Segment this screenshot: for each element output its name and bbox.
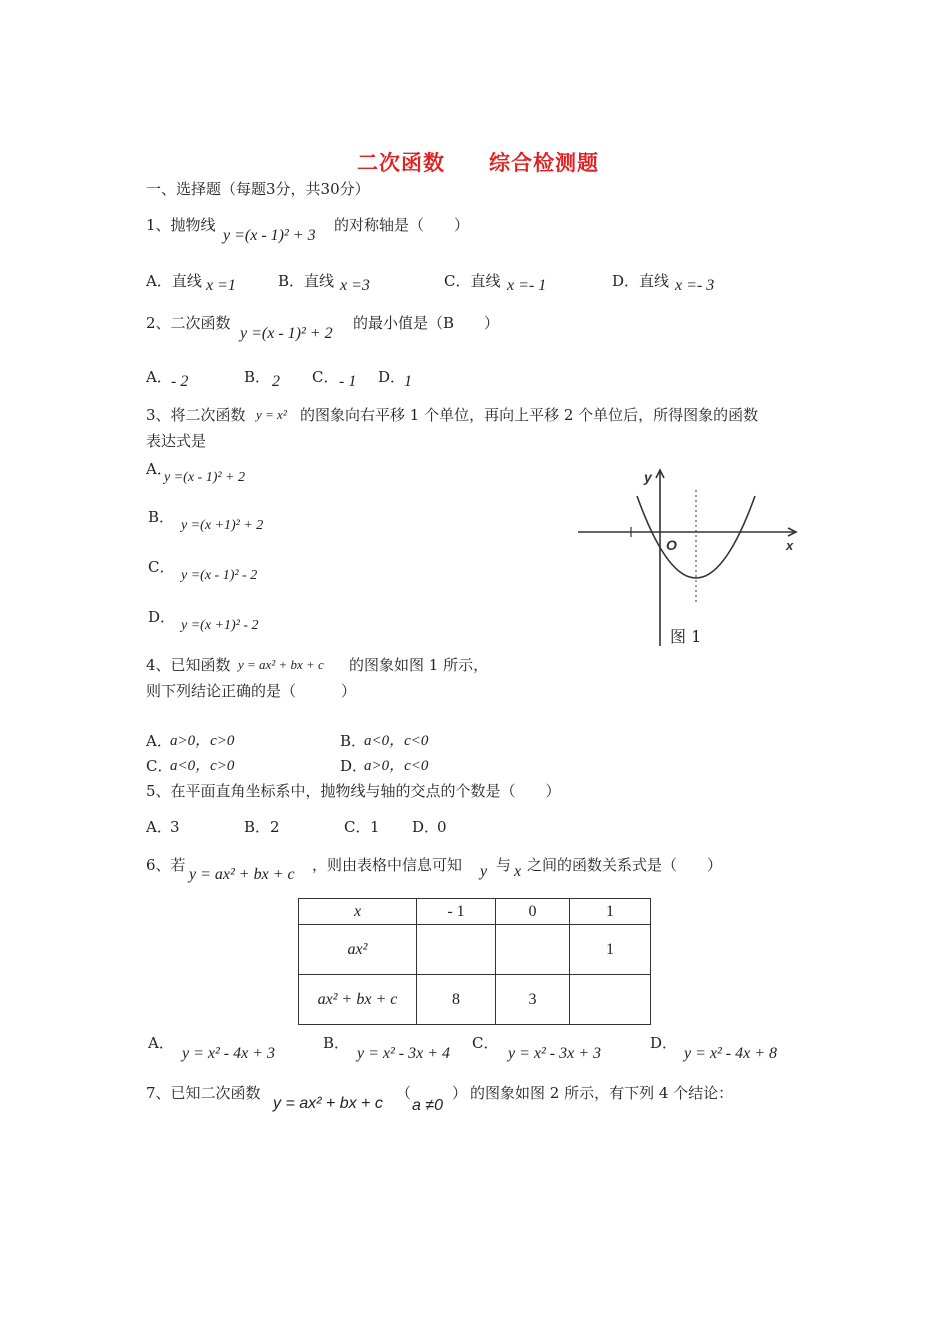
q2-option-d-letter: D．: [378, 368, 406, 386]
q1-stem-pre: 1、抛物线: [146, 216, 216, 234]
q4-stem-line2: 则下列结论正确的是（ ）: [146, 682, 357, 700]
q2-formula: y =(x - 1)² + 2: [240, 325, 333, 342]
q5-option-b-letter: B．: [244, 818, 271, 836]
q7-condition: a ≠0: [412, 1097, 444, 1114]
q4-stem-post: 的图象如图 1 所示，: [349, 656, 489, 674]
q6-option-a-letter: A．: [148, 1034, 174, 1052]
table-cell: [570, 975, 651, 1025]
q2-stem-pre: 2、二次函数: [146, 314, 231, 332]
q2-option-b-value: 2: [272, 373, 280, 390]
q6-table: [298, 898, 651, 1025]
q2-option-c-value: - 1: [339, 373, 357, 390]
q7-formula: y = ax² + bx + c: [273, 1095, 383, 1112]
q6-option-b-value: y = x² - 3x + 4: [357, 1045, 451, 1062]
q5-stem: 5、在平面直角坐标系中，抛物线与轴的交点的个数是（ ）: [146, 782, 561, 800]
q3-option-c-letter: C．: [148, 558, 175, 576]
q5-option-c-letter: C．: [344, 818, 371, 836]
q4-option-a-letter: A．: [146, 732, 172, 750]
q4-option-c-value: a<0，c>0: [170, 758, 235, 774]
table-cell: [496, 925, 570, 975]
table-cell: 0: [496, 899, 570, 925]
q4-formula: y = ax² + bx + c: [238, 657, 324, 672]
q5-option-d-value: 0: [437, 818, 447, 836]
table-cell: ax² + bx + c: [299, 975, 417, 1025]
q6-option-a-value: y = x² - 4x + 3: [182, 1045, 276, 1062]
table-cell: ax²: [299, 925, 417, 975]
table-header-row: [299, 899, 651, 925]
table-cell: [417, 925, 496, 975]
y-axis-label: y: [644, 469, 652, 485]
q2-stem-post: 的最小值是（B ）: [353, 314, 500, 332]
q3-option-d-letter: D．: [148, 608, 176, 626]
q5-option-c-value: 1: [370, 818, 380, 836]
q5-option-d-letter: D．: [412, 818, 440, 836]
q1-option-b-value: x =3: [340, 277, 370, 294]
q6-stem-mid: ，则由表格中信息可知: [312, 856, 463, 874]
section-heading: 一、选择题（每题3分，共30分）: [146, 180, 370, 198]
q7-stem-post: 的图象如图 2 所示，有下列 4 个结论：: [470, 1084, 734, 1102]
q1-option-b-letter: B．直线: [278, 272, 335, 290]
table-cell: 8: [417, 975, 496, 1025]
figure-1-parabola-graph: [574, 460, 804, 648]
origin-label: O: [666, 537, 677, 553]
q3-option-c-value: y =(x - 1)² - 2: [181, 568, 258, 583]
q7-stem-pre: 7、已知二次函数: [146, 1084, 261, 1102]
table-row: [299, 975, 651, 1025]
table-row: [299, 925, 651, 975]
q3-option-d-value: y =(x +1)² - 2: [181, 618, 259, 633]
q6-option-b-letter: B．: [323, 1034, 350, 1052]
q5-option-a-letter: A．: [146, 818, 172, 836]
table-cell: 1: [570, 925, 651, 975]
q7-paren-close: ）: [452, 1084, 468, 1102]
q3-option-b-value: y =(x +1)² + 2: [181, 518, 264, 533]
q7-paren-open: （: [396, 1084, 412, 1102]
q4-option-b-value: a<0，c<0: [364, 733, 429, 749]
q3-stem-pre: 3、将二次函数: [146, 406, 246, 424]
q3-option-b-letter: B．: [148, 508, 175, 526]
q3-stem-line2: 表达式是: [146, 432, 207, 450]
table-cell: 1: [570, 899, 651, 925]
q6-stem-pre: 6、若: [146, 856, 186, 874]
q1-option-a-value: x =1: [206, 277, 236, 294]
q1-formula: y =(x - 1)² + 3: [223, 227, 316, 244]
figure-1-caption: 图 1: [670, 627, 702, 646]
table-cell: 3: [496, 975, 570, 1025]
q2-option-b-letter: B．: [244, 368, 271, 386]
q2-option-a-value: - 2: [171, 373, 189, 390]
q3-stem-post: 的图象向右平移 1 个单位，再向上平移 2 个单位后，所得图象的函数: [300, 406, 759, 424]
table-cell: - 1: [417, 899, 496, 925]
q6-option-c-value: y = x² - 3x + 3: [508, 1045, 602, 1062]
q1-option-d-value: x =- 3: [675, 277, 715, 294]
q1-option-d-letter: D．直线: [612, 272, 670, 290]
q4-option-d-letter: D．: [340, 757, 368, 775]
q3-option-a-letter: A．: [146, 460, 172, 478]
q1-option-c-letter: C．直线: [444, 272, 501, 290]
q6-var-y: y: [480, 863, 488, 880]
page-title: 二次函数 综合检测题: [357, 150, 599, 175]
q4-option-a-value: a>0，c>0: [170, 733, 235, 749]
q2-option-a-letter: A．: [146, 368, 172, 386]
q3-formula: y = x²: [256, 407, 287, 422]
x-axis-label: x: [786, 538, 794, 553]
q4-stem-pre: 4、已知函数: [146, 656, 231, 674]
q6-stem-mid2: 与: [496, 856, 512, 874]
q4-option-c-letter: C．: [146, 757, 173, 775]
q3-option-a-value: y =(x - 1)² + 2: [164, 470, 246, 485]
q5-option-a-value: 3: [170, 818, 180, 836]
q2-option-c-letter: C．: [312, 368, 339, 386]
q4-option-b-letter: B．: [340, 732, 367, 750]
q6-var-x: x: [514, 863, 522, 880]
table-cell: x: [299, 899, 417, 925]
q1-option-a-letter: A．直线: [146, 272, 202, 290]
q6-option-d-value: y = x² - 4x + 8: [684, 1045, 778, 1062]
q6-option-d-letter: D．: [650, 1034, 678, 1052]
q2-option-d-value: 1: [404, 373, 412, 390]
q6-option-c-letter: C．: [472, 1034, 499, 1052]
q6-stem-post: 之间的函数关系式是（ ）: [527, 856, 723, 874]
q5-option-b-value: 2: [270, 818, 280, 836]
q4-option-d-value: a>0，c<0: [364, 758, 429, 774]
q1-option-c-value: x =- 1: [507, 277, 547, 294]
q6-formula: y = ax² + bx + c: [189, 866, 295, 883]
q1-stem-post: 的对称轴是（ ）: [334, 216, 470, 234]
